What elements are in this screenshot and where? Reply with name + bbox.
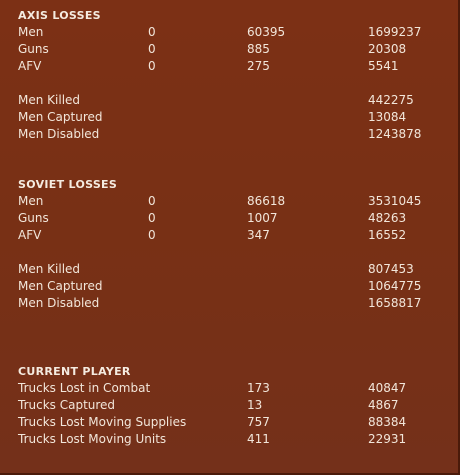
- row-label: Men Disabled: [18, 296, 100, 310]
- row-label: Men Captured: [18, 279, 103, 293]
- row-total-value: 1658817: [368, 296, 422, 310]
- row-label: Trucks Captured: [18, 398, 116, 412]
- row-recent-value: 885: [247, 42, 270, 56]
- axis-losses-section: [18, 8, 458, 143]
- row-recent-value: 757: [247, 415, 270, 429]
- row-recent-value: 13: [247, 398, 263, 412]
- row-turn-value: 0: [148, 211, 156, 225]
- row-label: Trucks Lost in Combat: [18, 381, 151, 395]
- row-label: Guns: [18, 211, 49, 225]
- row-label: Trucks Lost Moving Supplies: [18, 415, 187, 429]
- row-total-value: 5541: [368, 59, 399, 73]
- spacer: [18, 75, 458, 92]
- soviet-men-row: [18, 193, 458, 210]
- row-label: Men Killed: [18, 93, 81, 107]
- row-label: Men Disabled: [18, 127, 100, 141]
- row-total-value: 22931: [368, 432, 407, 446]
- row-recent-value: 86618: [247, 194, 286, 208]
- axis-guns-row: [18, 41, 458, 58]
- row-total-value: 1064775: [368, 279, 422, 293]
- row-turn-value: 0: [148, 59, 156, 73]
- row-total-value: 88384: [368, 415, 407, 429]
- axis-afv-row: [18, 58, 458, 75]
- row-total-value: 20308: [368, 42, 407, 56]
- row-total-value: 3531045: [368, 194, 422, 208]
- row-recent-value: 411: [247, 432, 270, 446]
- row-recent-value: 60395: [247, 25, 286, 39]
- row-recent-value: 275: [247, 59, 270, 73]
- soviet-guns-row: [18, 210, 458, 227]
- trucks-lost-supplies-row: [18, 414, 458, 431]
- row-turn-value: 0: [148, 42, 156, 56]
- current-player-heading: CURRENT PLAYER: [18, 365, 131, 378]
- axis-men-killed-row: [18, 92, 458, 109]
- trucks-captured-row: [18, 397, 458, 414]
- trucks-lost-units-row: [18, 431, 458, 448]
- row-label: Men Captured: [18, 110, 103, 124]
- row-turn-value: 0: [148, 194, 156, 208]
- soviet-men-disabled-row: [18, 295, 458, 312]
- row-total-value: 807453: [368, 262, 414, 276]
- trucks-lost-combat-row: [18, 380, 458, 397]
- axis-losses-heading: AXIS LOSSES: [18, 9, 101, 22]
- axis-men-captured-row: [18, 109, 458, 126]
- row-recent-value: 347: [247, 228, 270, 242]
- row-recent-value: 1007: [247, 211, 278, 225]
- row-total-value: 1699237: [368, 25, 422, 39]
- row-turn-value: 0: [148, 228, 156, 242]
- row-label: Trucks Lost Moving Units: [18, 432, 167, 446]
- row-label: Men: [18, 25, 44, 39]
- row-label: Guns: [18, 42, 49, 56]
- row-label: Men Killed: [18, 262, 81, 276]
- row-recent-value: 173: [247, 381, 270, 395]
- current-player-section: [18, 364, 458, 448]
- soviet-afv-row: [18, 227, 458, 244]
- row-label: Men: [18, 194, 44, 208]
- row-label: AFV: [18, 228, 42, 242]
- axis-men-row: [18, 24, 458, 41]
- spacer: [18, 244, 458, 261]
- soviet-losses-section: [18, 177, 458, 312]
- soviet-losses-heading: SOVIET LOSSES: [18, 178, 118, 191]
- row-total-value: 442275: [368, 93, 414, 107]
- row-total-value: 1243878: [368, 127, 422, 141]
- row-total-value: 48263: [368, 211, 407, 225]
- row-total-value: 4867: [368, 398, 399, 412]
- row-label: AFV: [18, 59, 42, 73]
- row-total-value: 40847: [368, 381, 407, 395]
- soviet-men-killed-row: [18, 261, 458, 278]
- row-total-value: 16552: [368, 228, 407, 242]
- row-total-value: 13084: [368, 110, 407, 124]
- axis-men-disabled-row: [18, 126, 458, 143]
- soviet-men-captured-row: [18, 278, 458, 295]
- row-turn-value: 0: [148, 25, 156, 39]
